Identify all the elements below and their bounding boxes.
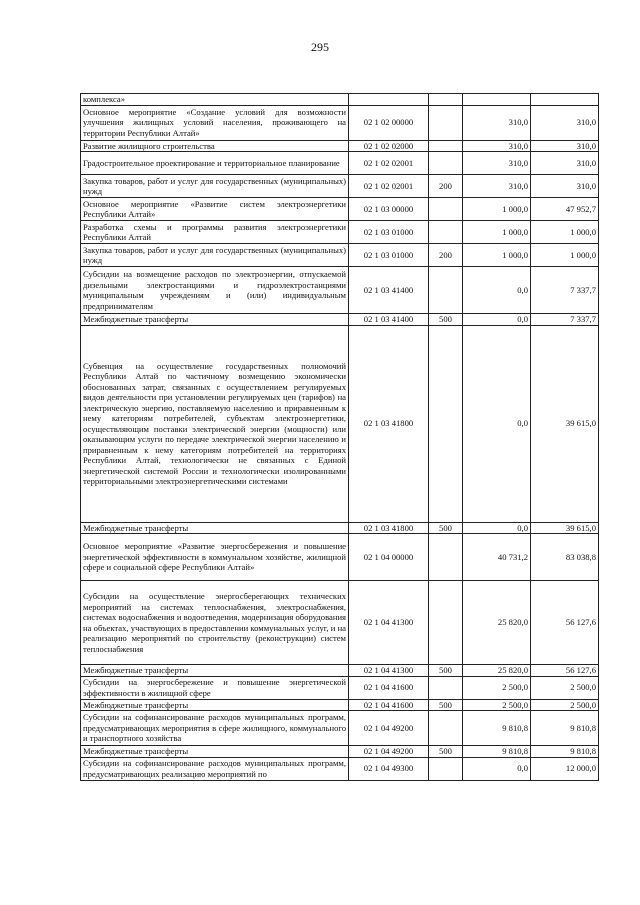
row-code: 02 1 02 02000 [349, 140, 429, 152]
table-row [81, 665, 599, 677]
row-expense-type [429, 534, 463, 581]
page-number: 295 [311, 40, 329, 54]
row-expense-type: 200 [429, 175, 463, 198]
table-row [81, 757, 599, 780]
row-name: Межбюджетные трансферты [81, 746, 349, 758]
row-value-2020: 310,0 [531, 152, 599, 175]
row-value-2020: 39 615,0 [531, 522, 599, 534]
row-value-2020: 9 810,8 [531, 711, 599, 746]
row-value-2019: 1 000,0 [463, 221, 531, 244]
row-value-2020: 2 500,0 [531, 699, 599, 711]
row-value-2020: 1 000,0 [531, 221, 599, 244]
row-name: Межбюджетные трансферты [81, 522, 349, 534]
row-expense-type: 500 [429, 522, 463, 534]
row-code: 02 1 04 41600 [349, 676, 429, 699]
row-code: 02 1 02 00000 [349, 105, 429, 140]
row-name: Закупка товаров, работ и услуг для государственных (муниципальных) нужд [81, 244, 349, 267]
row-value-2019: 2 500,0 [463, 676, 531, 699]
row-value-2020: 12 000,0 [531, 757, 599, 780]
row-name: Развитие жилищного строительства [81, 140, 349, 152]
row-value-2020: 2 500,0 [531, 676, 599, 699]
row-name: Основное мероприятие «Создание условий для возможности улучшения жилищных условий населения, проживающего на территории Республики Алтай» [81, 105, 349, 140]
row-value-2019: 310,0 [463, 175, 531, 198]
row-value-2019: 2 500,0 [463, 699, 531, 711]
row-value-2019: 25 820,0 [463, 665, 531, 677]
table-row [81, 105, 599, 140]
row-name: Закупка товаров, работ и услуг для государственных (муниципальных) нужд [81, 175, 349, 198]
table-row [81, 522, 599, 534]
row-code: 02 1 03 01000 [349, 221, 429, 244]
row-code: 02 1 03 41800 [349, 522, 429, 534]
row-value-2019: 0,0 [463, 267, 531, 314]
row-value-2019: 0,0 [463, 522, 531, 534]
row-value-2020: 39 615,0 [531, 325, 599, 522]
row-expense-type [429, 676, 463, 699]
row-name: Субсидии на возмещение расходов по электроэнергии, отпускаемой дизельными электростанциями и гидроэлектростанциями муниципальным учреждениям и (или) индивидуальным предпринимателям [81, 267, 349, 314]
table-row [81, 676, 599, 699]
table-row [81, 140, 599, 152]
row-value-2019 [463, 94, 531, 106]
row-expense-type [429, 94, 463, 106]
row-expense-type: 500 [429, 746, 463, 758]
table-row [81, 711, 599, 746]
row-value-2020: 1 000,0 [531, 244, 599, 267]
row-expense-type: 500 [429, 314, 463, 326]
table-row [81, 175, 599, 198]
table-row [81, 221, 599, 244]
row-code: 02 1 03 41400 [349, 314, 429, 326]
row-value-2019: 1 000,0 [463, 244, 531, 267]
row-expense-type [429, 140, 463, 152]
row-value-2020: 310,0 [531, 105, 599, 140]
row-value-2019: 310,0 [463, 140, 531, 152]
row-expense-type [429, 152, 463, 175]
row-code: 02 1 04 41300 [349, 581, 429, 665]
row-code: 02 1 04 41300 [349, 665, 429, 677]
row-value-2020: 83 038,8 [531, 534, 599, 581]
row-code: 02 1 04 49200 [349, 746, 429, 758]
row-expense-type [429, 757, 463, 780]
row-name: Субсидии на софинансирование расходов муниципальных программ, предусматривающих мероприятия в сфере жилищного, коммунального и транспортного хозяйства [81, 711, 349, 746]
row-value-2019: 310,0 [463, 105, 531, 140]
table-row [81, 198, 599, 221]
row-name: Межбюджетные трансферты [81, 314, 349, 326]
row-value-2019: 40 731,2 [463, 534, 531, 581]
row-value-2020: 310,0 [531, 140, 599, 152]
row-name: Межбюджетные трансферты [81, 665, 349, 677]
row-name: Основное мероприятие «Развитие систем электроэнергетики Республики Алтай» [81, 198, 349, 221]
row-code: 02 1 03 41800 [349, 325, 429, 522]
row-name: Межбюджетные трансферты [81, 699, 349, 711]
row-expense-type [429, 221, 463, 244]
row-name: Субвенция на осуществление государственных полномочий Республики Алтай по частичному возмещению экономически обоснованных затрат, связанных с осуществлением регулируемых видов деятельности при установлении регулируемых цен (тарифов) на электрическую энергию, поставляемую населению и приравненным к нему категориям потребителей, субъектам электроэнергетики, осуществляющим поставки электрической энергии (мощности) или оказывающим услуги по передаче электрической энергии населению и приравненным к нему категориям потребителей на территориях Республики Алтай, технологически не связанных с Единой энергетической системой России и технологически изолированными территориальными электроэнергетическими системами [81, 325, 349, 522]
row-value-2019: 0,0 [463, 314, 531, 326]
table-row [81, 746, 599, 758]
row-name: Субсидии на энергосбережение и повышение энергетической эффективности в жилищной сфере [81, 676, 349, 699]
row-name: Разработка схемы и программы развития электроэнергетики Республики Алтай [81, 221, 349, 244]
row-value-2019: 310,0 [463, 152, 531, 175]
row-value-2020: 47 952,7 [531, 198, 599, 221]
table-row [81, 152, 599, 175]
table-row [81, 267, 599, 314]
table-row [81, 94, 599, 106]
row-value-2020: 7 337,7 [531, 314, 599, 326]
budget-table [80, 93, 599, 781]
table-row [81, 314, 599, 326]
table-row [81, 699, 599, 711]
row-value-2019: 9 810,8 [463, 746, 531, 758]
table-row [81, 534, 599, 581]
row-expense-type [429, 267, 463, 314]
row-expense-type [429, 325, 463, 522]
row-code: 02 1 03 41400 [349, 267, 429, 314]
row-name: Субсидии на осуществление энергосберегающих технических мероприятий на системах теплоснабжения, электроснабжения, системах водоснабжения и водоотведения, модернизация оборудования на объектах, участвующих в предоставлении коммунальных услуг, и на реализацию мероприятий по строительству (реконструкции) систем теплоснабжения [81, 581, 349, 665]
row-expense-type: 200 [429, 244, 463, 267]
row-code: 02 1 04 41600 [349, 699, 429, 711]
row-value-2019: 9 810,8 [463, 711, 531, 746]
table-row [81, 325, 599, 522]
row-code: 02 1 04 49200 [349, 711, 429, 746]
row-name: Основное мероприятие «Развитие энергосбережения и повышение энергетической эффективности в коммунальном хозяйстве, жилищной сфере и социальной сфере Республики Алтай» [81, 534, 349, 581]
row-value-2020: 56 127,6 [531, 665, 599, 677]
row-name: комплекса» [81, 94, 349, 106]
row-value-2020: 9 810,8 [531, 746, 599, 758]
row-expense-type [429, 581, 463, 665]
row-code: 02 1 04 00000 [349, 534, 429, 581]
row-value-2020 [531, 94, 599, 106]
table-row [81, 581, 599, 665]
row-name: Субсидии на софинансирование расходов муниципальных программ, предусматривающих реализацию мероприятий по [81, 757, 349, 780]
row-name: Градостроительное проектирование и территориальное планирование [81, 152, 349, 175]
row-expense-type: 500 [429, 699, 463, 711]
row-value-2020: 7 337,7 [531, 267, 599, 314]
row-expense-type [429, 198, 463, 221]
row-code: 02 1 02 02001 [349, 152, 429, 175]
row-value-2020: 310,0 [531, 175, 599, 198]
row-expense-type [429, 105, 463, 140]
row-code [349, 94, 429, 106]
row-value-2020: 56 127,6 [531, 581, 599, 665]
row-value-2019: 0,0 [463, 757, 531, 780]
row-expense-type: 500 [429, 665, 463, 677]
row-code: 02 1 03 00000 [349, 198, 429, 221]
row-value-2019: 25 820,0 [463, 581, 531, 665]
row-value-2019: 1 000,0 [463, 198, 531, 221]
row-code: 02 1 03 01000 [349, 244, 429, 267]
table-row [81, 244, 599, 267]
budget-table-body [81, 94, 599, 781]
row-code: 02 1 02 02001 [349, 175, 429, 198]
row-value-2019: 0,0 [463, 325, 531, 522]
row-expense-type [429, 711, 463, 746]
row-code: 02 1 04 49300 [349, 757, 429, 780]
